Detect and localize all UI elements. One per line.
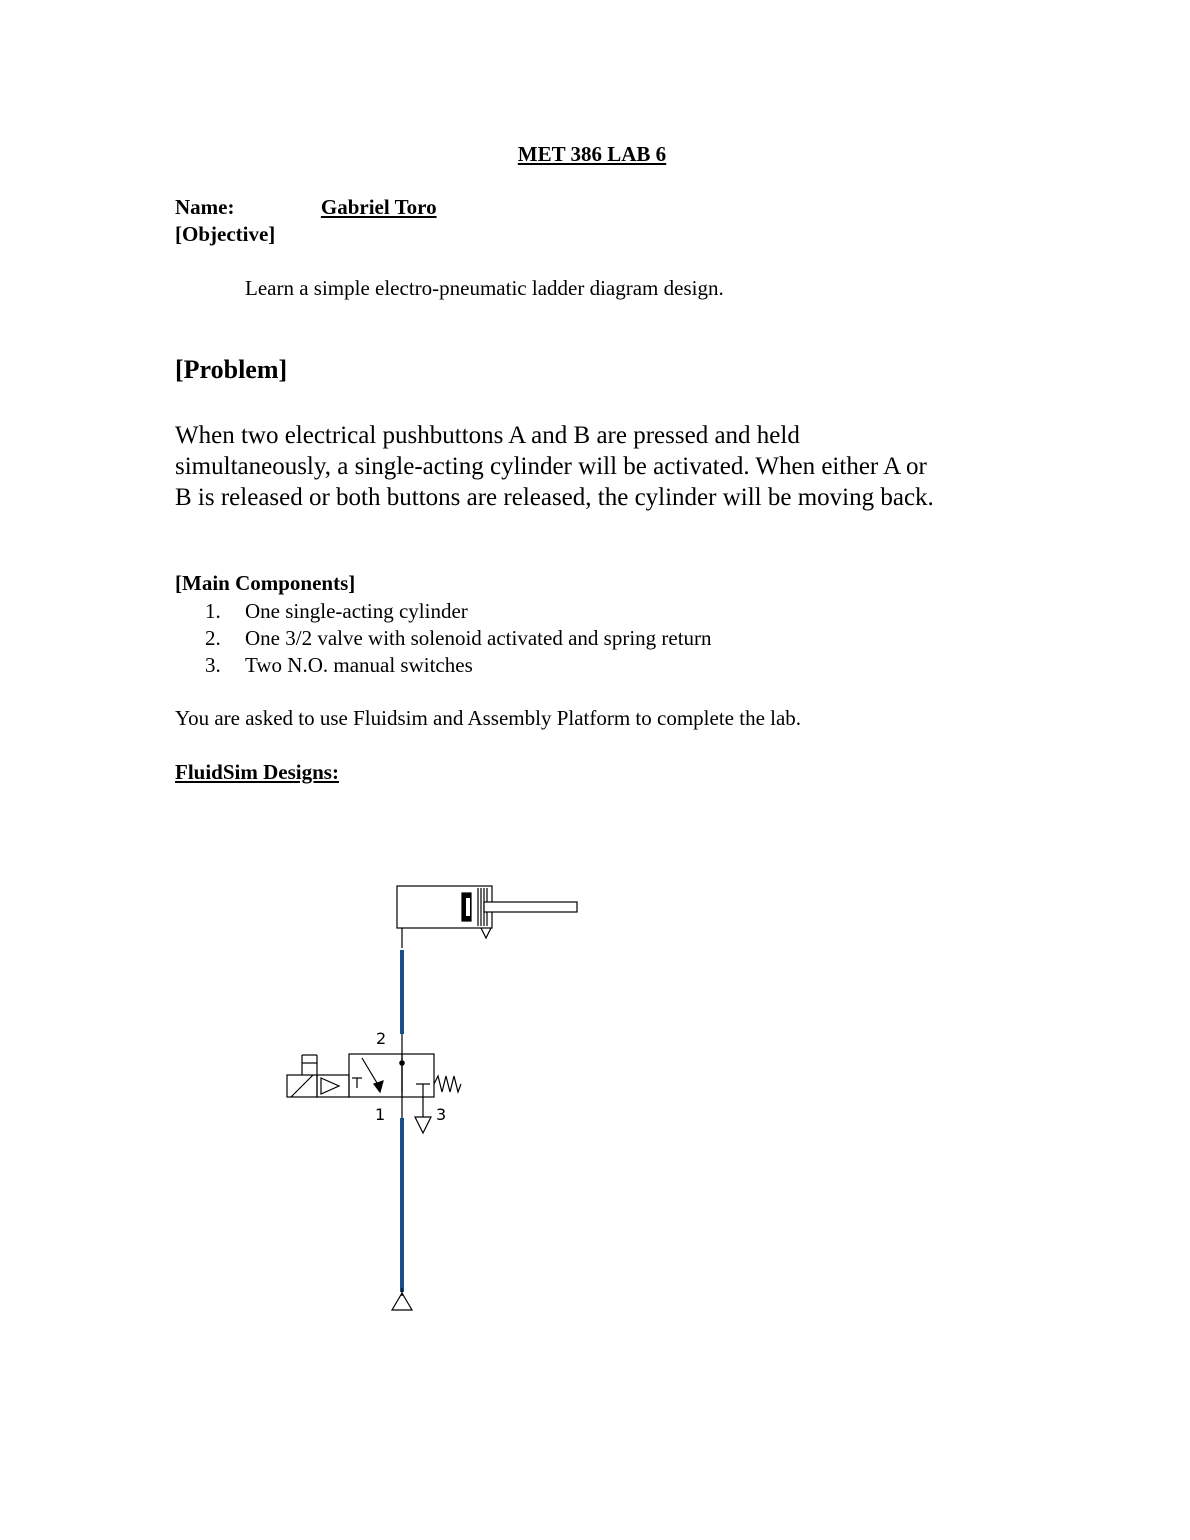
valve-right-box <box>402 1054 434 1097</box>
port-label-3: 3 <box>436 1105 447 1124</box>
valve-left-box <box>349 1054 402 1097</box>
cylinder-vent <box>481 928 491 938</box>
problem-line: When two electrical pushbuttons A and B are pressed and held <box>175 422 800 449</box>
objective-heading: [Objective] <box>175 222 276 246</box>
port-label-2: 2 <box>376 1029 387 1048</box>
problem-line: simultaneously, a single-acting cylinder will be activated. When either A or <box>175 453 927 480</box>
fluidsim-heading: FluidSim Designs: <box>175 760 339 784</box>
list-item-text: Two N.O. manual switches <box>245 653 473 677</box>
port-label-1: 1 <box>375 1105 386 1124</box>
objective-text: Learn a simple electro-pneumatic ladder diagram design. <box>245 276 724 300</box>
list-item-text: One 3/2 valve with solenoid activated and spring return <box>245 626 712 650</box>
list-item-number: 3. <box>205 653 221 677</box>
problem-heading: [Problem] <box>175 355 288 384</box>
name-label: Name: <box>175 195 235 219</box>
cylinder-rod <box>484 902 577 912</box>
single-acting-cylinder <box>397 886 577 948</box>
exhaust-icon <box>415 1117 431 1133</box>
problem-line: B is released or both buttons are released, the cylinder will be moving back. <box>175 484 934 511</box>
document-title: MET 386 LAB 6 <box>517 142 667 166</box>
list-item-number: 1. <box>205 599 221 623</box>
list-item-number: 2. <box>205 626 221 650</box>
solenoid-valve-3-2 <box>287 1054 461 1133</box>
name-value: Gabriel Toro <box>320 195 437 219</box>
components-heading: [Main Components] <box>175 571 356 595</box>
spring-return-icon <box>434 1076 461 1092</box>
list-item-text: One single-acting cylinder <box>245 599 468 623</box>
assignment-text: You are asked to use Fluidsim and Assembly Platform to complete the lab. <box>175 706 802 730</box>
